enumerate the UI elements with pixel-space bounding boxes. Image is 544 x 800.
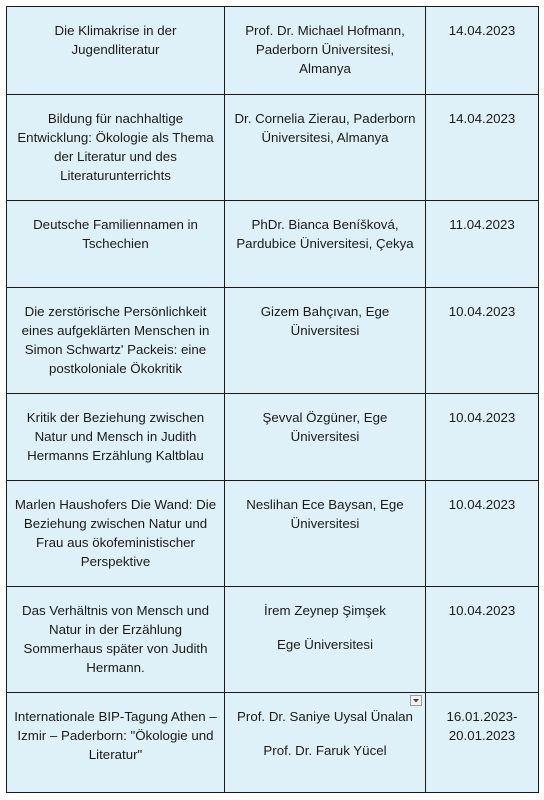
speaker-cell-content — [231, 109, 419, 147]
cell-dropdown-button[interactable] — [410, 695, 422, 706]
speaker-text: Dr. Cornelia Zierau, Paderborn Üniversitesi, Almanya — [234, 111, 416, 145]
talk-title-cell[interactable] — [7, 587, 225, 693]
speaker-text: PhDr. Bianca Beníšková, Pardubice Üniversitesi, Çekya — [236, 217, 414, 251]
talk-title-cell[interactable] — [7, 693, 225, 793]
table-row — [7, 95, 539, 201]
speaker-cell[interactable] — [225, 394, 426, 481]
talk-title-cell[interactable] — [7, 481, 225, 587]
talk-title-cell[interactable] — [7, 394, 225, 481]
speaker-cell[interactable] — [225, 481, 426, 587]
talk-title: Bildung für nachhaltige Entwicklung: Ökologie als Thema der Literatur und des Literaturunterrichts — [17, 111, 214, 183]
speaker-cell-content — [231, 215, 419, 253]
talks-table — [6, 6, 539, 793]
speaker-cell[interactable] — [225, 288, 426, 394]
speaker-text: Ege Üniversitesi — [276, 637, 374, 652]
table-row — [7, 288, 539, 394]
speaker-text: Gizem Bahçıvan, Ege Üniversitesi — [260, 304, 390, 338]
date-cell[interactable] — [426, 201, 539, 288]
speaker-text: Neslihan Ece Baysan, Ege Üniversitesi — [246, 497, 404, 531]
speaker-cell-content — [231, 601, 419, 654]
talk-title-cell[interactable] — [7, 95, 225, 201]
speaker-cell-content — [231, 707, 419, 760]
speaker-cell-content — [231, 495, 419, 533]
table-row — [7, 481, 539, 587]
date-cell[interactable] — [426, 7, 539, 95]
talk-title-cell[interactable] — [7, 7, 225, 95]
talk-title-cell[interactable] — [7, 288, 225, 394]
table-row — [7, 201, 539, 288]
talk-title: Kritik der Beziehung zwischen Natur und Mensch in Judith Hermanns Erzählung Kaltblau — [26, 410, 205, 463]
table-row — [7, 693, 539, 793]
date-cell[interactable] — [426, 587, 539, 693]
table-row — [7, 587, 539, 693]
talk-title: Die zerstörische Persönlichkeit eines aufgeklärten Menschen in Simon Schwartz' Packeis: eine postkoloniale Ökokritik — [21, 304, 210, 376]
talk-title: Das Verhältnis von Mensch und Natur in der Erzählung Sommerhaus später von Judith Hermann. — [21, 603, 209, 675]
paragraph-spacer — [231, 726, 419, 741]
talk-title: Deutsche Familiennamen in Tschechien — [33, 217, 198, 251]
speaker-cell-content — [231, 408, 419, 446]
speaker-cell-content — [231, 302, 419, 340]
talk-date: 11.04.2023 — [449, 217, 515, 232]
speaker-cell[interactable] — [225, 201, 426, 288]
talks-table-container — [6, 6, 538, 793]
speaker-cell[interactable] — [225, 95, 426, 201]
speaker-cell-content — [231, 21, 419, 78]
talk-date: 10.04.2023 — [448, 603, 516, 618]
table-row — [7, 7, 539, 95]
talk-date: 10.04.2023 — [448, 410, 516, 425]
talk-title: Die Klimakrise in der Jugendliteratur — [54, 23, 177, 57]
speaker-text: Şevval Özgüner, Ege Üniversitesi — [262, 410, 388, 444]
speaker-text: Prof. Dr. Saniye Uysal Ünalan — [237, 709, 413, 724]
talk-date: 16.01.2023-20.01.2023 — [446, 709, 518, 743]
talks-table-body — [7, 7, 539, 793]
speaker-cell[interactable] — [225, 7, 426, 95]
speaker-cell[interactable] — [225, 693, 426, 793]
date-cell[interactable] — [426, 693, 539, 793]
talk-title-cell[interactable] — [7, 201, 225, 288]
speaker-text: İrem Zeynep Şimşek — [264, 603, 386, 618]
talk-title: Internationale BIP-Tagung Athen – Izmir – Paderborn: "Ökologie und Literatur" — [14, 709, 217, 762]
speaker-cell[interactable] — [225, 587, 426, 693]
chevron-down-icon — [411, 696, 421, 705]
talk-date: 14.04.2023 — [448, 23, 516, 38]
talk-date: 10.04.2023 — [448, 497, 516, 512]
date-cell[interactable] — [426, 95, 539, 201]
date-cell[interactable] — [426, 394, 539, 481]
talk-date: 14.04.2023 — [448, 111, 516, 126]
paragraph-spacer — [231, 620, 419, 635]
speaker-text: Prof. Dr. Michael Hofmann, Paderborn Üniversitesi, Almanya — [245, 23, 405, 76]
table-row — [7, 394, 539, 481]
talk-title: Marlen Haushofers Die Wand: Die Beziehung zwischen Natur und Frau aus ökofeministischer Perspektive — [14, 497, 217, 569]
speaker-text: Prof. Dr. Faruk Yücel — [263, 743, 387, 758]
date-cell[interactable] — [426, 288, 539, 394]
talk-date: 10.04.2023 — [448, 304, 516, 319]
date-cell[interactable] — [426, 481, 539, 587]
